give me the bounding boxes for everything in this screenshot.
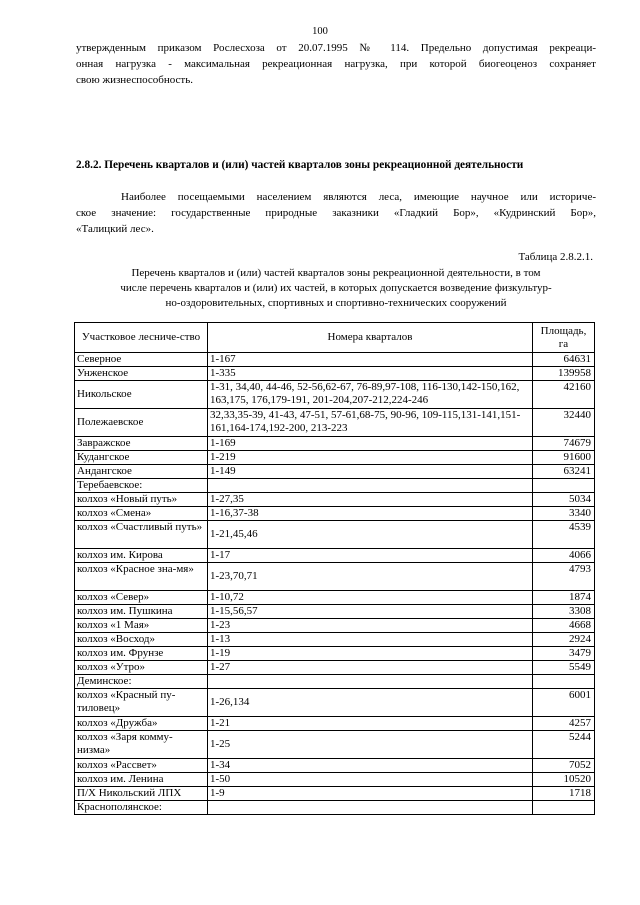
table-row	[75, 787, 595, 801]
cell-forestry: колхоз «Заря комму-низма»	[75, 731, 208, 759]
cell-area: 3308	[533, 605, 595, 619]
cell-forestry: Кудангское	[75, 451, 208, 465]
table-row	[75, 619, 595, 633]
section-title: 2.8.2. Перечень кварталов и (или) частей кварталов зоны рекреационной деятельности	[76, 159, 524, 171]
cell-forestry: П/Х Никольский ЛПХ	[75, 787, 208, 801]
cell-area: 5244	[533, 731, 595, 759]
cell-quarters	[208, 479, 533, 493]
cell-quarters: 1-21,45,46	[208, 521, 533, 549]
cell-area: 1718	[533, 787, 595, 801]
cell-area: 63241	[533, 465, 595, 479]
cell-forestry: колхоз «Новый путь»	[75, 493, 208, 507]
cell-area: 4793	[533, 563, 595, 591]
table-row	[75, 479, 595, 493]
cell-forestry: колхоз им. Пушкина	[75, 605, 208, 619]
intro-line: утвержденным приказом Рослесхоза от 20.07.1995 № 114. Предельно допустимая рекреаци-	[76, 42, 596, 54]
table-row	[75, 759, 595, 773]
cell-area: 2924	[533, 633, 595, 647]
cell-area: 3479	[533, 647, 595, 661]
cell-forestry: Северное	[75, 353, 208, 367]
intro-line: онная нагрузка - максимальная рекреационная нагрузка, при которой биогеоценоз сохраняет	[76, 58, 596, 70]
cell-forestry: Андангское	[75, 465, 208, 479]
header-area: Площадь, га	[533, 323, 595, 353]
table-row	[75, 381, 595, 409]
header-forestry: Участковое лесниче-ство	[75, 323, 208, 353]
cell-quarters: 1-21	[208, 717, 533, 731]
cell-forestry: колхоз «Красное зна-мя»	[75, 563, 208, 591]
cell-quarters: 1-50	[208, 773, 533, 787]
cell-area: 1874	[533, 591, 595, 605]
cell-quarters: 1-10,72	[208, 591, 533, 605]
cell-area: 64631	[533, 353, 595, 367]
quarters-table	[74, 322, 595, 815]
paragraph-line: Наиболее посещаемыми населением являются леса, имеющие научное или историче-	[121, 191, 596, 203]
cell-area: 5549	[533, 661, 595, 675]
intro-line: свою жизнеспособность.	[76, 74, 193, 86]
cell-quarters: 1-15,56,57	[208, 605, 533, 619]
cell-quarters: 1-19	[208, 647, 533, 661]
cell-quarters: 1-25	[208, 731, 533, 759]
table-header-row	[75, 323, 595, 353]
table-row	[75, 731, 595, 759]
cell-quarters: 1-27,35	[208, 493, 533, 507]
paragraph-line: «Талицкий лес».	[76, 223, 154, 235]
table-row	[75, 647, 595, 661]
cell-quarters: 1-167	[208, 353, 533, 367]
body-paragraph	[76, 189, 596, 237]
cell-quarters: 1-17	[208, 549, 533, 563]
cell-quarters: 1-31, 34,40, 44-46, 52-56,62-67, 76-89,97-108, 116-130,142-150,162, 163,175, 176,179-191, 201-204,207-212,224-246	[208, 381, 533, 409]
cell-forestry: колхоз им. Ленина	[75, 773, 208, 787]
cell-area: 7052	[533, 759, 595, 773]
cell-forestry: колхоз «Рассвет»	[75, 759, 208, 773]
table-row	[75, 801, 595, 815]
cell-quarters: 1-169	[208, 437, 533, 451]
table-row	[75, 773, 595, 787]
cell-quarters: 1-16,37-38	[208, 507, 533, 521]
cell-area: 10520	[533, 773, 595, 787]
table-row	[75, 633, 595, 647]
cell-forestry: колхоз им. Фрунзе	[75, 647, 208, 661]
cell-quarters: 1-219	[208, 451, 533, 465]
cell-quarters: 1-149	[208, 465, 533, 479]
cell-area	[533, 801, 595, 815]
page-number: 100	[312, 26, 328, 37]
table-row	[75, 563, 595, 591]
cell-area: 4257	[533, 717, 595, 731]
cell-quarters: 1-26,134	[208, 689, 533, 717]
cell-forestry: колхоз «Восход»	[75, 633, 208, 647]
table-row	[75, 605, 595, 619]
cell-quarters: 1-13	[208, 633, 533, 647]
table-row	[75, 465, 595, 479]
cell-area: 42160	[533, 381, 595, 409]
table-row	[75, 353, 595, 367]
caption-line: числе перечень кварталов и (или) их частей, в которых допускается возведение физкультур-	[120, 282, 552, 294]
cell-quarters	[208, 675, 533, 689]
table-row	[75, 689, 595, 717]
cell-quarters: 1-34	[208, 759, 533, 773]
caption-line: Перечень кварталов и (или) частей кварталов зоны рекреационной деятельности, в том	[131, 267, 541, 279]
cell-forestry: колхоз «Утро»	[75, 661, 208, 675]
cell-area: 91600	[533, 451, 595, 465]
table-row	[75, 451, 595, 465]
cell-quarters: 1-23	[208, 619, 533, 633]
cell-area: 5034	[533, 493, 595, 507]
cell-quarters: 1-27	[208, 661, 533, 675]
cell-forestry: колхоз «Смена»	[75, 507, 208, 521]
table-caption	[76, 266, 596, 311]
intro-paragraph	[76, 40, 596, 88]
table-number: Таблица 2.8.2.1.	[518, 251, 593, 263]
cell-forestry: колхоз «Счастливый путь»	[75, 521, 208, 549]
cell-area: 139958	[533, 367, 595, 381]
cell-area: 4066	[533, 549, 595, 563]
table-row	[75, 661, 595, 675]
table-row	[75, 675, 595, 689]
cell-quarters	[208, 801, 533, 815]
cell-area: 4539	[533, 521, 595, 549]
table-row	[75, 591, 595, 605]
table-row	[75, 507, 595, 521]
cell-quarters: 1-9	[208, 787, 533, 801]
cell-forestry: колхоз им. Кирова	[75, 549, 208, 563]
table-row	[75, 549, 595, 563]
table-row	[75, 367, 595, 381]
cell-quarters: 1-23,70,71	[208, 563, 533, 591]
caption-line: но-оздоровительных, спортивных и спортивно-технических сооружений	[165, 297, 507, 309]
cell-area	[533, 479, 595, 493]
cell-area: 6001	[533, 689, 595, 717]
paragraph-line: ское значение: государственные природные заказники «Гладкий Бор», «Кудринский Бор»,	[76, 207, 596, 219]
cell-forestry: Полежаевское	[75, 409, 208, 437]
cell-forestry: Деминское:	[75, 675, 208, 689]
cell-area: 3340	[533, 507, 595, 521]
cell-forestry: колхоз «Красный пу-тиловец»	[75, 689, 208, 717]
cell-forestry: Унженское	[75, 367, 208, 381]
table-row	[75, 437, 595, 451]
table-row	[75, 493, 595, 507]
cell-area: 32440	[533, 409, 595, 437]
table-row	[75, 717, 595, 731]
cell-area: 74679	[533, 437, 595, 451]
cell-forestry: Завражское	[75, 437, 208, 451]
cell-quarters: 1-335	[208, 367, 533, 381]
cell-area	[533, 675, 595, 689]
cell-forestry: колхоз «Север»	[75, 591, 208, 605]
table-row	[75, 521, 595, 549]
cell-forestry: Никольское	[75, 381, 208, 409]
cell-quarters: 32,33,35-39, 41-43, 47-51, 57-61,68-75, 90-96, 109-115,131-141,151-161,164-174,192-200, 213-223	[208, 409, 533, 437]
header-quarters: Номера кварталов	[208, 323, 533, 353]
cell-forestry: Краснополянское:	[75, 801, 208, 815]
cell-area: 4668	[533, 619, 595, 633]
cell-forestry: Теребаевское:	[75, 479, 208, 493]
cell-forestry: колхоз «Дружба»	[75, 717, 208, 731]
table-row	[75, 409, 595, 437]
cell-forestry: колхоз «1 Мая»	[75, 619, 208, 633]
